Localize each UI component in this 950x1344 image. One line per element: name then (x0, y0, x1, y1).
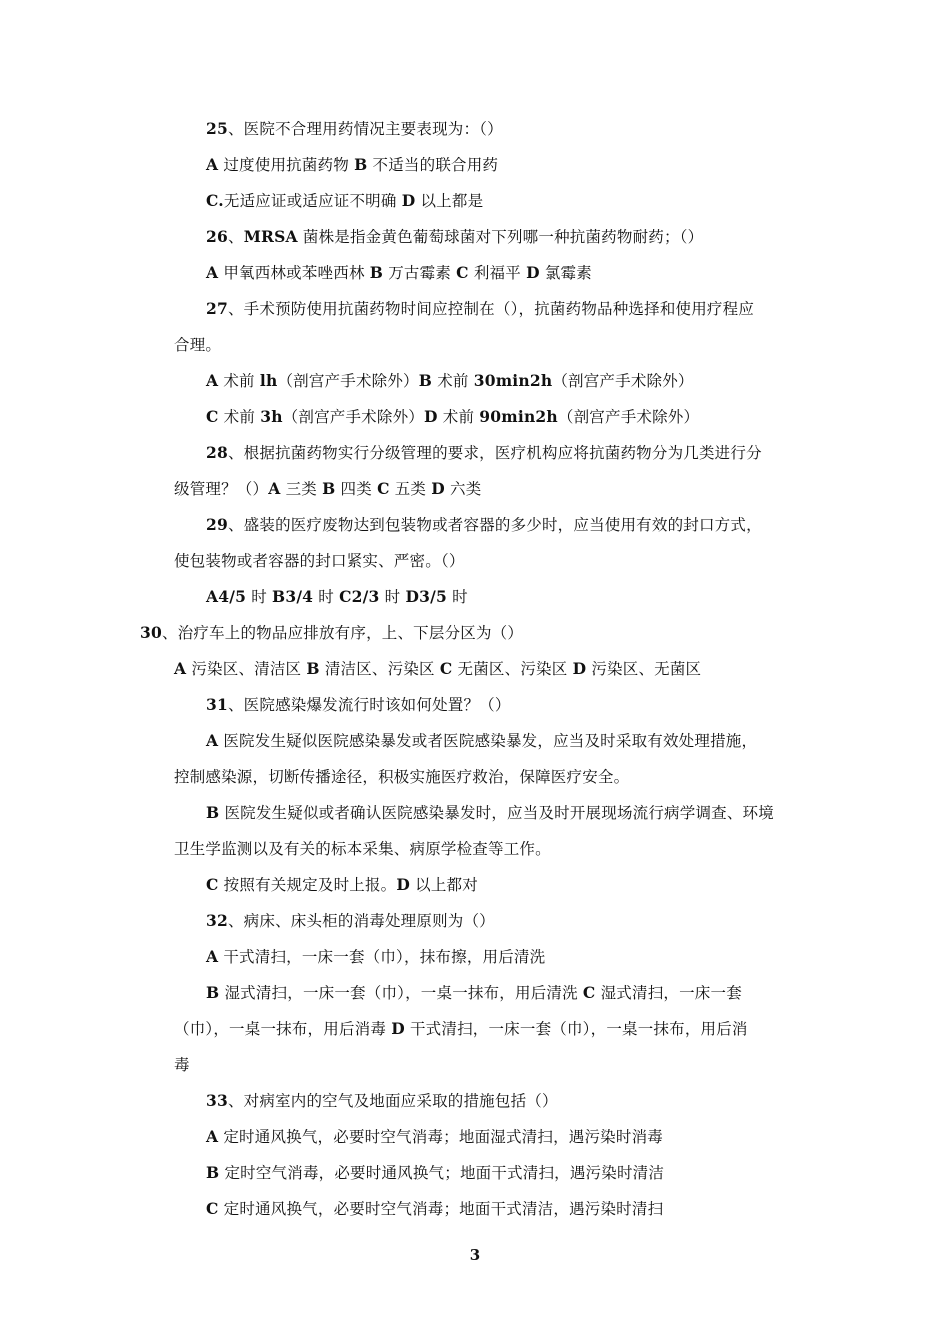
question-32-option-a: A 干式清扫，一床一套（巾），抹布擦，用后清洗 (206, 947, 546, 966)
question-29-options: A4/5 时 B3/4 时 C2/3 时 D3/5 时 (206, 587, 468, 606)
question-33-option-a: A 定时通风换气，必要时空气消毒；地面湿式清扫，遇污染时消毒 (206, 1127, 663, 1146)
question-31: 31、医院感染爆发流行时该如何处置？（） (206, 695, 511, 714)
question-25: 25、医院不合理用药情况主要表现为：（） (206, 119, 503, 138)
question-26: 26、MRSA 菌株是指金黄色葡萄球菌对下列哪一种抗菌药物耐药；（） (206, 227, 704, 246)
question-28-options: 级管理？（）A 三类 B 四类 C 五类 D 六类 (174, 479, 482, 498)
question-32: 32、病床、床头柜的消毒处理原则为（） (206, 911, 495, 930)
page-number: 3 (469, 1246, 481, 1264)
question-30: 30、治疗车上的物品应排放有序，上、下层分区为（） (140, 623, 524, 642)
question-25-options-ab: A 过度使用抗菌药物 B 不适当的联合用药 (206, 155, 499, 174)
question-31-option-b-continued: 卫生学监测以及有关的标本采集、病原学检查等工作。 (174, 840, 551, 858)
question-33: 33、对病室内的空气及地面应采取的措施包括（） (206, 1091, 558, 1110)
question-27-options-ab: A 术前 lh（剖宫产手术除外）B 术前 30min2h（剖宫产手术除外） (206, 371, 694, 390)
question-25-options-cd: C.无适应证或适应证不明确 D 以上都是 (206, 191, 484, 210)
question-31-options-cd: C 按照有关规定及时上报。D 以上都对 (206, 875, 478, 894)
question-32-option-b: B 湿式清扫，一床一套（巾），一桌一抹布，用后清洗 C 湿式清扫，一床一套 (206, 983, 742, 1002)
question-31-option-a: A 医院发生疑似医院感染暴发或者医院感染暴发，应当及时采取有效处理措施， (206, 731, 758, 750)
question-33-option-b: B 定时空气消毒，必要时通风换气；地面干式清扫，遇污染时清洁 (206, 1163, 665, 1182)
question-27-continued: 合理。 (174, 336, 222, 354)
question-31-option-a-continued: 控制感染源，切断传播途径，积极实施医疗救治，保障医疗安全。 (174, 768, 630, 786)
question-27-options-cd: C 术前 3h（剖宫产手术除外）D 术前 90min2h（剖宫产手术除外） (206, 407, 700, 426)
question-27: 27、手术预防使用抗菌药物时间应控制在（），抗菌药物品种选择和使用疗程应 (206, 299, 755, 318)
question-29-continued: 使包装物或者容器的封口紧实、严密。（） (174, 552, 465, 570)
question-29: 29、盛装的医疗废物达到包装物或者容器的多少时，应当使用有效的封口方式， (206, 515, 762, 534)
question-26-options: A 甲氧西林或苯唑西林 B 万古霉素 C 利福平 D 氯霉素 (206, 263, 592, 282)
question-33-option-c: C 定时通风换气，必要时空气消毒；地面干式清洁，遇污染时清扫 (206, 1199, 664, 1218)
question-31-option-b: B 医院发生疑似或者确认医院感染暴发时，应当及时开展现场流行病学调查、环境 (206, 803, 774, 822)
question-32-option-c-continued: （巾），一桌一抹布，用后消毒 D 干式清扫，一床一套（巾），一桌一抹布，用后消 (174, 1019, 748, 1038)
question-30-options: A 污染区、清洁区 B 清洁区、污染区 C 无菌区、污染区 D 污染区、无菌区 (174, 659, 702, 678)
question-32-option-d-continued: 毒 (174, 1056, 190, 1074)
question-28: 28、根据抗菌药物实行分级管理的要求，医疗机构应将抗菌药物分为几类进行分 (206, 443, 762, 462)
